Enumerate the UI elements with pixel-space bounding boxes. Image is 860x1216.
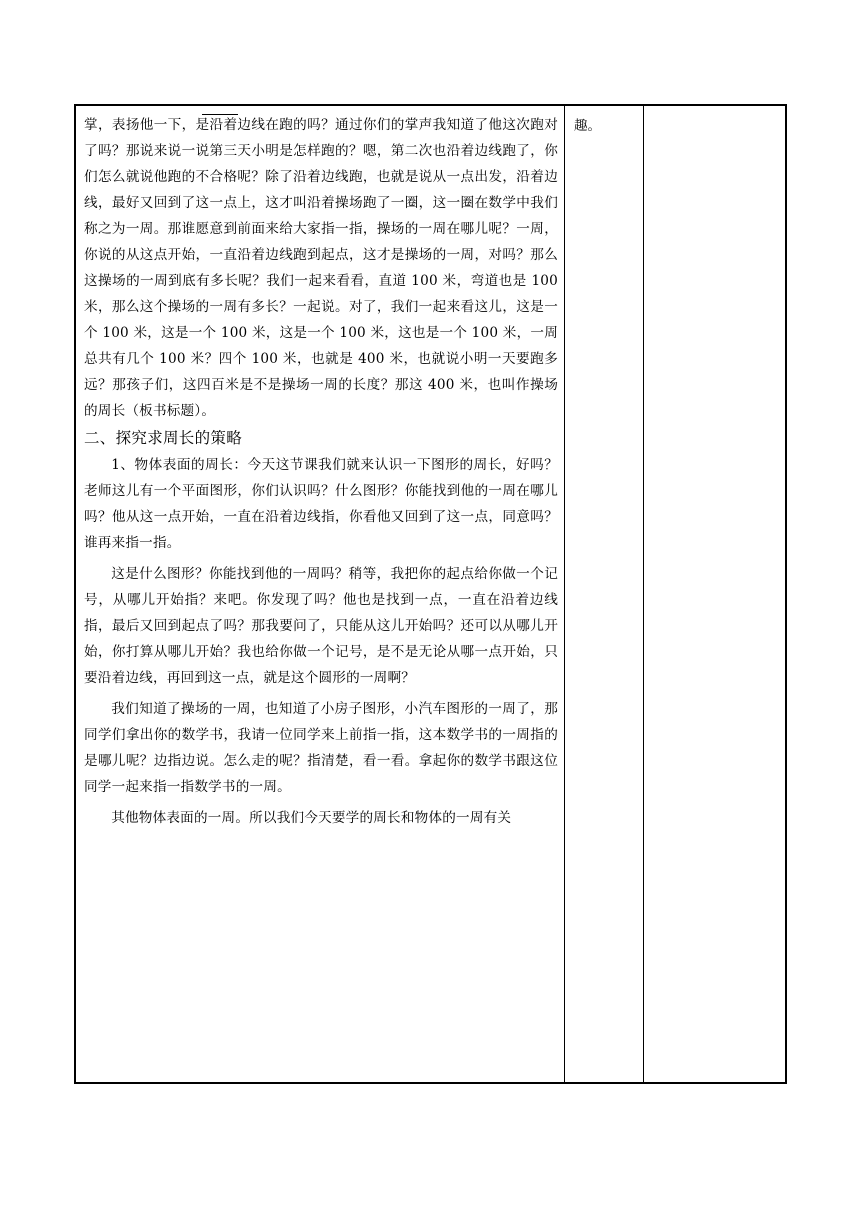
column-divider	[564, 106, 565, 1082]
lesson-plan-table	[74, 104, 787, 1084]
paragraph-surface-perimeter: 1、物体表面的周长：今天这节课我们就来认识一下图形的周长，好吗？老师这儿有一个平面图形，你们认识吗？什么图形？你能找到他的一周在哪儿吗？他从这一点开始，一直在沿着边线指，你看他又回到了这一点，同意吗？谁再来指一指。	[84, 457, 558, 551]
handwritten-underline-mark	[202, 114, 238, 115]
paragraph-math-book-perimeter: 我们知道了操场的一周，也知道了小房子图形，小汽车图形的一周了，那同学们拿出你的数学书，我请一位同学来上前指一指，这本数学书的一周指的是哪儿呢？边指边说。怎么走的呢？指清楚，看一看。拿起你的数学书跟这位同学一起来指一指数学书的一周。	[84, 701, 558, 795]
paragraph-track-perimeter: 掌，表扬他一下，是沿着边线在跑的吗？通过你们的掌声我知道了他这次跑对了吗？那说来说一说第三天小明是怎样跑的？嗯，第二次也沿着边线跑了，你们怎么就说他跑的不合格呢？除了沿着边线跑，也就是说从一点出发，沿着边线，最好又回到了这一点上，这才叫沿着操场跑了一圈，这一圈在数学中我们称之为一周。那谁愿意到前面来给大家指一指，操场的一周在哪儿呢？一周，你说的从这点开始，一直沿着边线跑到起点，这才是操场的一周，对吗？那么这操场的一周到底有多长呢？我们一起来看看，直道 100 米，弯道也是 100 米，那么这个操场的一周有多长？一起说。对了，我们一起来看这儿，这是一个 100 米，这是一个 100 米，这是一个 100 米，这也是一个 100 米，一周总共有几个 100 米？四个 100 米，也就是 400 米，也就说小明一天要跑多远？那孩子们，这四百米是不是操场一周的长度？那这 400 米，也叫作操场的周长（板书标题）。	[84, 117, 558, 419]
teaching-process-cell	[76, 106, 564, 1082]
paragraph-circle-perimeter: 这是什么图形？你能找到他的一周吗？稍等，我把你的起点给你做一个记号，从哪儿开始指？来吧。你发现了吗？他也是找到一点，一直在沿着边线指，最后又回到起点了吗？那我要问了，只能从这儿开始吗？还可以从哪儿开始，你打算从哪儿开始？我也给你做一个记号，是不是无论从哪一点开始，只要沿着边线，再回到这一点，就是这个圆形的一周啊？	[84, 566, 558, 686]
student-activity-cell: 趣。	[574, 118, 601, 134]
paragraph-other-objects: 其他物体表面的一周。所以我们今天要学的周长和物体的一周有关	[111, 810, 512, 826]
column-divider	[643, 106, 644, 1082]
section-heading-explore-perimeter: 二、探究求周长的策略	[84, 429, 243, 447]
